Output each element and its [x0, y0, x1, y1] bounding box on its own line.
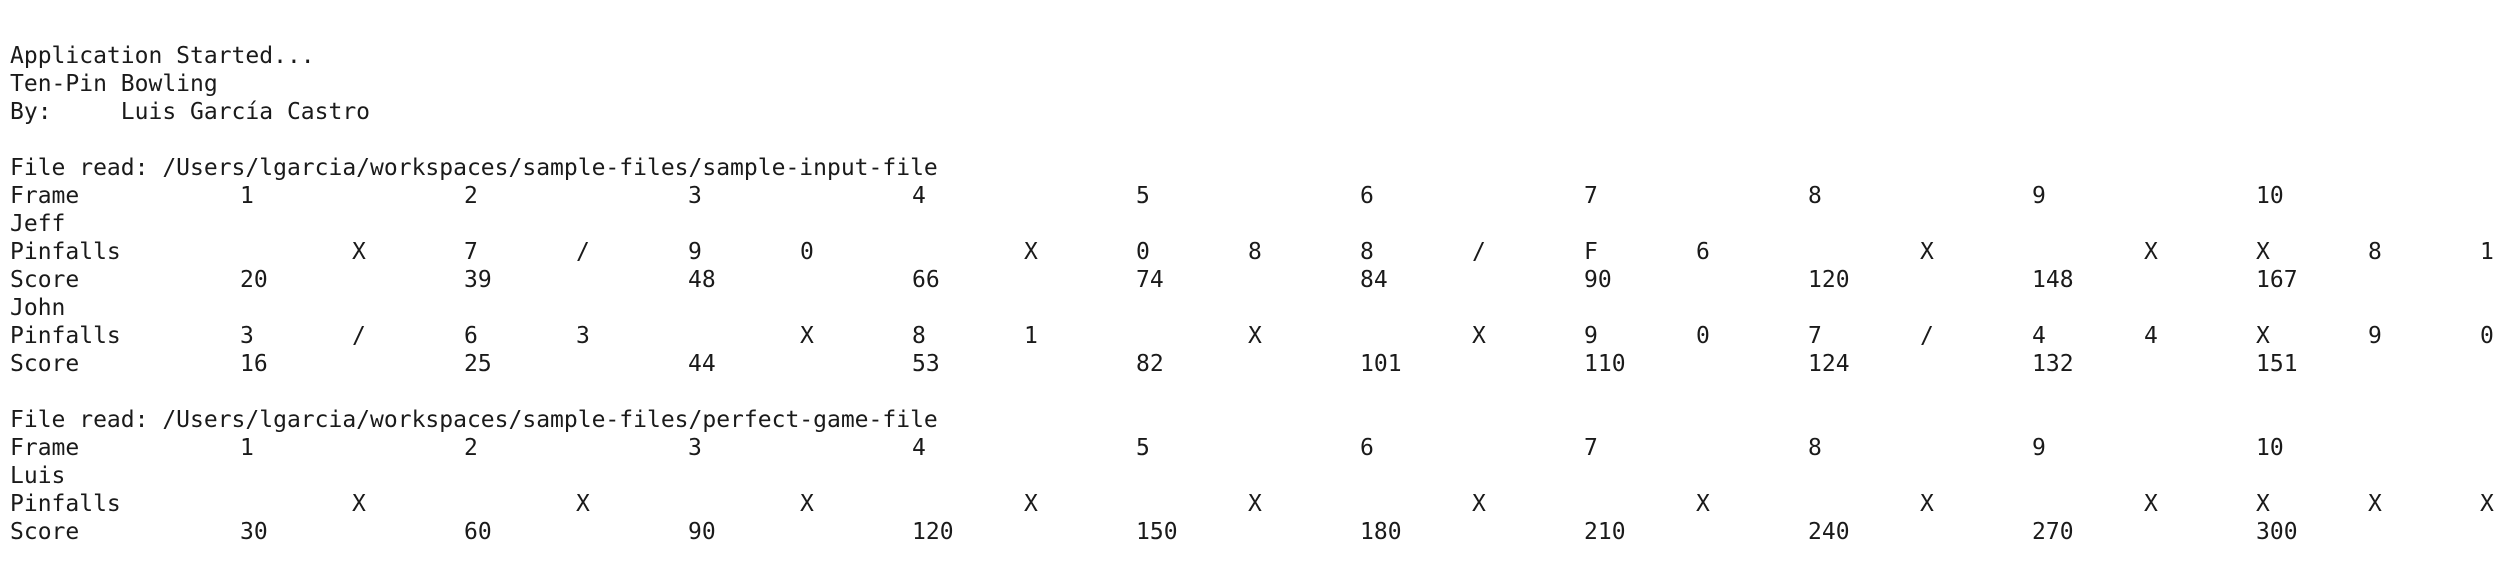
pinfall-value: X	[1920, 491, 1934, 517]
pinfall-value: 3	[576, 323, 590, 349]
pinfall-value: 1	[1024, 323, 1038, 349]
frame-number: 7	[1584, 435, 1598, 461]
pinfall-value: 0	[1696, 323, 1710, 349]
author-line: By: Luis García Castro	[10, 99, 371, 125]
pinfall-value: X	[1248, 323, 1262, 349]
pinfall-value: X	[1248, 491, 1262, 517]
pinfalls-label: Pinfalls	[10, 239, 121, 265]
frame-label: Frame	[10, 183, 80, 209]
score-value: 110	[1584, 351, 1626, 377]
pinfall-value: X	[1024, 491, 1038, 517]
score-value: 124	[1808, 351, 1850, 377]
score-value: 210	[1584, 519, 1626, 545]
frame-number: 10	[2256, 183, 2284, 209]
score-value: 167	[2256, 267, 2298, 293]
frame-number: 1	[240, 183, 254, 209]
score-value: 270	[2032, 519, 2074, 545]
frame-number: 8	[1808, 183, 1822, 209]
pinfall-value: 0	[2480, 323, 2494, 349]
score-value: 90	[688, 519, 716, 545]
pinfall-value: 4	[2032, 323, 2046, 349]
pinfall-value: X	[352, 239, 366, 265]
pinfall-value: 3	[240, 323, 254, 349]
score-value: 53	[912, 351, 940, 377]
pinfall-value: 9	[1584, 323, 1598, 349]
player-name: Jeff	[10, 211, 66, 237]
pinfall-value: 1	[2480, 239, 2494, 265]
pinfall-value: X	[800, 491, 814, 517]
pinfall-value: X	[352, 491, 366, 517]
score-value: 16	[240, 351, 268, 377]
pinfall-value: 4	[2144, 323, 2158, 349]
pinfall-value: X	[1696, 491, 1710, 517]
score-value: 74	[1136, 267, 1164, 293]
pinfall-value: X	[1024, 239, 1038, 265]
score-value: 132	[2032, 351, 2074, 377]
frame-number: 9	[2032, 183, 2046, 209]
pinfall-value: X	[2144, 491, 2158, 517]
pinfall-value: 7	[464, 239, 478, 265]
pinfall-value: 7	[1808, 323, 1822, 349]
score-value: 151	[2256, 351, 2298, 377]
score-value: 60	[464, 519, 492, 545]
score-value: 120	[1808, 267, 1850, 293]
pinfall-value: 9	[2368, 323, 2382, 349]
frame-number: 2	[464, 435, 478, 461]
pinfall-value: X	[2256, 323, 2270, 349]
status-line: Application Started...	[10, 43, 315, 69]
pinfall-value: 9	[688, 239, 702, 265]
score-value: 20	[240, 267, 268, 293]
pinfall-value: X	[2480, 491, 2494, 517]
score-value: 48	[688, 267, 716, 293]
pinfall-value: /	[1920, 323, 1934, 349]
pinfall-value: X	[2256, 491, 2270, 517]
pinfall-value: X	[2368, 491, 2382, 517]
pinfall-value: /	[576, 239, 590, 265]
pinfall-value: X	[576, 491, 590, 517]
frame-number: 5	[1136, 183, 1150, 209]
pinfall-value: X	[2144, 239, 2158, 265]
score-label: Score	[10, 519, 80, 545]
app-title: Ten-Pin Bowling	[10, 71, 218, 97]
score-value: 120	[912, 519, 954, 545]
score-value: 300	[2256, 519, 2298, 545]
pinfall-value: X	[1472, 491, 1486, 517]
pinfall-value: X	[1920, 239, 1934, 265]
score-value: 39	[464, 267, 492, 293]
score-value: 82	[1136, 351, 1164, 377]
frame-number: 5	[1136, 435, 1150, 461]
score-value: 148	[2032, 267, 2074, 293]
frame-number: 4	[912, 183, 926, 209]
terminal-output[interactable]	[10, 0, 2510, 584]
pinfall-value: 8	[2368, 239, 2382, 265]
score-value: 90	[1584, 267, 1612, 293]
pinfall-value: X	[1472, 323, 1486, 349]
frame-number: 3	[688, 435, 702, 461]
frame-label: Frame	[10, 435, 80, 461]
frame-number: 8	[1808, 435, 1822, 461]
score-value: 84	[1360, 267, 1388, 293]
score-value: 180	[1360, 519, 1402, 545]
player-name: Luis	[10, 463, 66, 489]
score-value: 150	[1136, 519, 1178, 545]
pinfalls-label: Pinfalls	[10, 323, 121, 349]
pinfall-value: /	[1472, 239, 1486, 265]
score-label: Score	[10, 267, 80, 293]
file-read-line: File read: /Users/lgarcia/workspaces/sample-files/sample-input-file	[10, 155, 938, 181]
frame-number: 6	[1360, 183, 1374, 209]
pinfall-value: 8	[1248, 239, 1262, 265]
score-value: 44	[688, 351, 716, 377]
pinfall-value: 6	[464, 323, 478, 349]
score-value: 240	[1808, 519, 1850, 545]
frame-number: 1	[240, 435, 254, 461]
pinfall-value: 8	[912, 323, 926, 349]
pinfall-value: 0	[800, 239, 814, 265]
frame-number: 7	[1584, 183, 1598, 209]
score-value: 66	[912, 267, 940, 293]
frame-number: 4	[912, 435, 926, 461]
pinfall-value: X	[2256, 239, 2270, 265]
pinfall-value: F	[1584, 239, 1598, 265]
pinfall-value: X	[800, 323, 814, 349]
score-value: 25	[464, 351, 492, 377]
frame-number: 2	[464, 183, 478, 209]
pinfall-value: 6	[1696, 239, 1710, 265]
file-read-line: File read: /Users/lgarcia/workspaces/sample-files/perfect-game-file	[10, 407, 938, 433]
frame-number: 3	[688, 183, 702, 209]
pinfalls-label: Pinfalls	[10, 491, 121, 517]
score-label: Score	[10, 351, 80, 377]
score-value: 101	[1360, 351, 1402, 377]
player-name: John	[10, 295, 66, 321]
frame-number: 10	[2256, 435, 2284, 461]
score-value: 30	[240, 519, 268, 545]
pinfall-value: /	[352, 323, 366, 349]
frame-number: 6	[1360, 435, 1374, 461]
pinfall-value: 0	[1136, 239, 1150, 265]
pinfall-value: 8	[1360, 239, 1374, 265]
frame-number: 9	[2032, 435, 2046, 461]
